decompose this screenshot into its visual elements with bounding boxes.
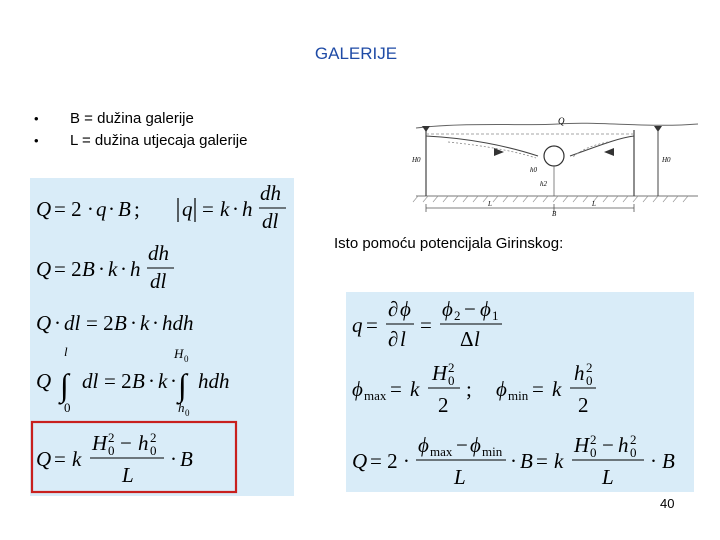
svg-text:B: B <box>118 197 131 221</box>
formula-derivation <box>30 178 294 496</box>
svg-text:B: B <box>520 449 533 473</box>
svg-text:ϕ: ϕ <box>442 297 453 321</box>
bullet-text: B = dužina galerije <box>70 110 194 127</box>
svg-text:0: 0 <box>630 445 637 460</box>
svg-text:·: · <box>170 447 177 471</box>
girinski-potential-formulas <box>346 292 694 492</box>
svg-text:Q: Q <box>36 197 52 221</box>
svg-text:hdh: hdh <box>198 369 230 393</box>
svg-text:h: h <box>574 361 585 385</box>
svg-text:·: · <box>650 449 657 473</box>
bullet-item <box>34 108 247 130</box>
svg-text:l: l <box>64 344 68 359</box>
svg-text:=: = <box>366 313 378 337</box>
svg-text:−: − <box>602 433 614 457</box>
svg-text:h: h <box>242 197 253 221</box>
svg-text:dl: dl <box>262 209 279 233</box>
gallery-flow-diagram <box>408 112 704 218</box>
svg-text:·: · <box>54 311 61 335</box>
svg-text:·: · <box>170 369 177 393</box>
svg-text:0: 0 <box>586 373 593 388</box>
svg-text:= 2: = 2 <box>54 257 82 281</box>
diagram-label: L <box>592 200 596 208</box>
svg-text:dl: dl <box>150 269 167 293</box>
svg-text:q: q <box>182 197 193 221</box>
svg-text:Q: Q <box>36 257 52 281</box>
svg-text:ϕ: ϕ <box>480 297 491 321</box>
bullet-text: L = dužina utjecaja galerije <box>70 132 248 149</box>
subtitle: Isto pomoću potencijala Girinskog: <box>334 235 564 252</box>
svg-text:hdh: hdh <box>162 311 194 335</box>
svg-text:2: 2 <box>108 430 115 445</box>
svg-text:= 2: = 2 <box>86 311 114 335</box>
svg-text:·: · <box>152 311 159 335</box>
svg-text:B: B <box>180 447 193 471</box>
gallery-diagram-svg <box>408 112 704 218</box>
svg-text:=: = <box>532 377 544 401</box>
svg-text:q: q <box>96 197 107 221</box>
svg-text:min: min <box>508 388 529 403</box>
svg-text:2: 2 <box>590 432 597 447</box>
svg-text:= 2 ·: = 2 · <box>370 449 410 473</box>
svg-text:1: 1 <box>492 308 499 323</box>
svg-text:∂: ∂ <box>388 297 399 321</box>
svg-text:h: h <box>138 431 149 455</box>
svg-text:Q: Q <box>36 311 52 335</box>
bullet-list <box>34 108 247 152</box>
svg-text:B: B <box>82 257 95 281</box>
svg-text:ϕ: ϕ <box>496 377 507 401</box>
svg-text:=: = <box>54 447 66 471</box>
svg-text:h: h <box>130 257 141 281</box>
bullet-marker: • <box>34 133 39 148</box>
svg-text:dl: dl <box>64 311 81 335</box>
svg-text:h: h <box>178 400 185 415</box>
svg-text:q: q <box>352 313 363 337</box>
bullet-item <box>34 130 247 152</box>
svg-text:;: ; <box>466 377 472 401</box>
svg-text:Δ: Δ <box>460 327 474 351</box>
svg-text:−: − <box>464 297 476 321</box>
svg-text:k: k <box>158 369 168 393</box>
svg-text:2: 2 <box>438 393 449 417</box>
svg-text:ϕ: ϕ <box>400 297 411 321</box>
svg-text:k: k <box>140 311 150 335</box>
svg-text:k: k <box>554 449 564 473</box>
diagram-label: h0 <box>530 166 537 174</box>
svg-text:2: 2 <box>578 393 589 417</box>
svg-text:l: l <box>400 327 406 351</box>
diagram-label: H0 <box>412 156 421 164</box>
svg-text:dh: dh <box>148 241 169 265</box>
svg-text:H: H <box>174 346 184 361</box>
svg-text:=: = <box>390 377 402 401</box>
svg-text:2: 2 <box>586 360 593 375</box>
svg-text:B: B <box>132 369 145 393</box>
svg-text:−: − <box>456 433 468 457</box>
svg-text:∫: ∫ <box>60 367 69 403</box>
svg-text:Q: Q <box>352 449 368 473</box>
svg-text:Q: Q <box>36 369 52 393</box>
svg-text:0: 0 <box>184 354 189 364</box>
svg-text:2: 2 <box>150 430 157 445</box>
svg-text:;: ; <box>134 197 140 221</box>
svg-text:min: min <box>482 444 503 459</box>
svg-text:max: max <box>430 444 453 459</box>
svg-text:dh: dh <box>260 181 281 205</box>
svg-text:·: · <box>130 311 137 335</box>
svg-text:∫: ∫ <box>178 367 187 403</box>
svg-text:0: 0 <box>150 443 157 458</box>
svg-text:2: 2 <box>454 308 461 323</box>
svg-text:= 2: = 2 <box>104 369 132 393</box>
bullet-marker: • <box>34 111 39 126</box>
svg-text:·: · <box>108 197 115 221</box>
svg-text:−: − <box>120 431 132 455</box>
svg-text:=: = <box>202 197 214 221</box>
svg-text:·: · <box>98 257 105 281</box>
svg-text:=: = <box>420 313 432 337</box>
svg-text:·: · <box>148 369 155 393</box>
svg-text:k: k <box>220 197 230 221</box>
diagram-label: H0 <box>662 156 671 164</box>
svg-text:0: 0 <box>448 373 455 388</box>
svg-text:2: 2 <box>630 432 637 447</box>
svg-text:·: · <box>232 197 239 221</box>
diagram-label: h2 <box>540 180 547 188</box>
svg-text:B: B <box>662 449 675 473</box>
svg-text:·: · <box>120 257 127 281</box>
svg-text:max: max <box>364 388 387 403</box>
svg-text:H: H <box>92 431 108 455</box>
svg-text:∂: ∂ <box>388 327 399 351</box>
svg-text:B: B <box>114 311 127 335</box>
formula-panel-left <box>30 178 294 496</box>
svg-text:H: H <box>432 361 448 385</box>
diagram-label: Q <box>558 116 565 126</box>
svg-text:ϕ: ϕ <box>418 433 429 457</box>
svg-text:H: H <box>574 433 590 457</box>
svg-text:ϕ: ϕ <box>352 377 363 401</box>
svg-text:k: k <box>108 257 118 281</box>
svg-text:L: L <box>602 465 614 489</box>
svg-text:l: l <box>474 327 480 351</box>
svg-text:dl: dl <box>82 369 99 393</box>
diagram-label: L <box>488 200 492 208</box>
svg-text:L: L <box>454 465 466 489</box>
svg-text:k: k <box>72 447 82 471</box>
svg-text:ϕ: ϕ <box>470 433 481 457</box>
svg-text:k: k <box>552 377 562 401</box>
svg-text:2: 2 <box>448 360 455 375</box>
formula-panel-right <box>346 292 694 492</box>
svg-text:Q: Q <box>36 447 52 471</box>
page-number: 40 <box>660 496 675 511</box>
svg-text:= 2 ·: = 2 · <box>54 197 94 221</box>
diagram-label: B <box>552 210 557 218</box>
svg-text:k: k <box>410 377 420 401</box>
slide-title: GALERIJE <box>314 44 398 63</box>
svg-text:0: 0 <box>64 400 71 415</box>
svg-text:0: 0 <box>185 408 190 418</box>
svg-text:L: L <box>122 463 134 487</box>
svg-text:0: 0 <box>590 445 597 460</box>
svg-text:0: 0 <box>108 443 115 458</box>
svg-text:·: · <box>510 449 517 473</box>
svg-text:h: h <box>618 433 629 457</box>
svg-text:=: = <box>536 449 548 473</box>
